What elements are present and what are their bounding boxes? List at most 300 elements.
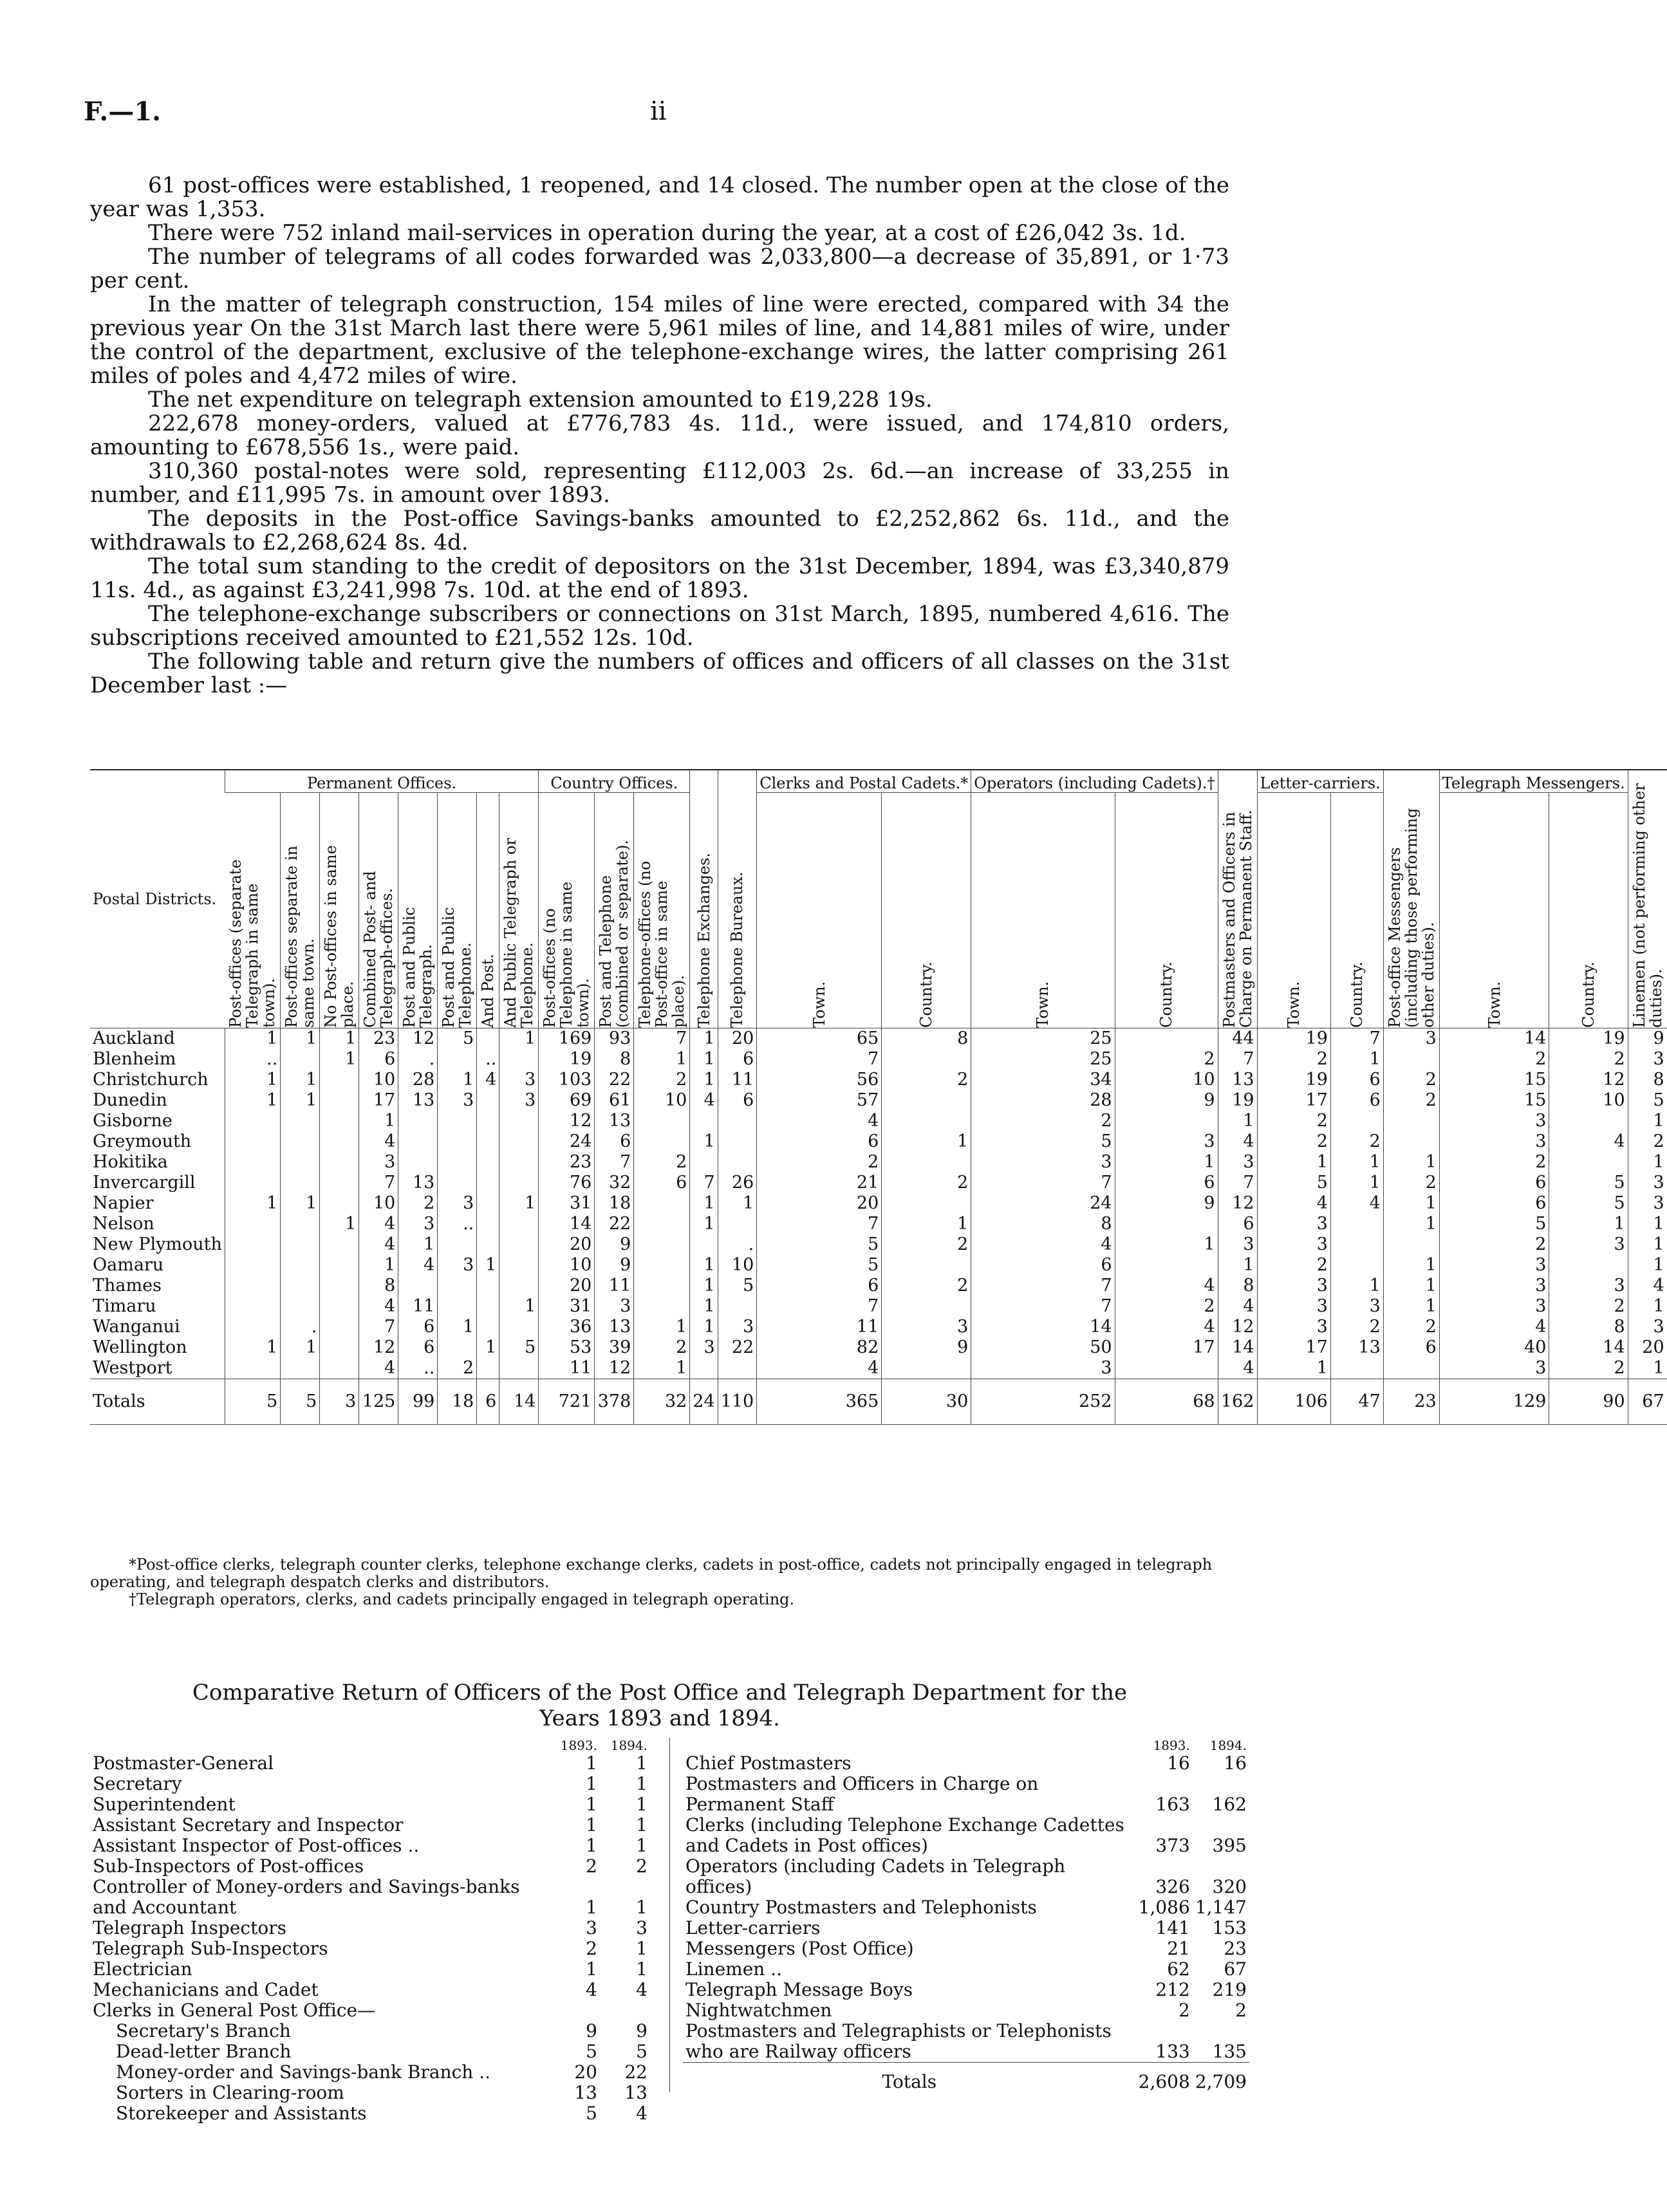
officer-label: Sorters in Clearing-room <box>116 2082 344 2103</box>
table-cell: . <box>398 1049 438 1070</box>
table-cell: 90 <box>1549 1379 1628 1425</box>
table-cell <box>718 1152 757 1173</box>
table-cell: 19 <box>1257 1070 1330 1090</box>
table-cell <box>634 1131 690 1152</box>
col-header <box>595 793 634 1028</box>
table-cell: 1 <box>1383 1193 1439 1214</box>
officer-label: Secretary <box>93 1773 182 1794</box>
col-header <box>359 793 398 1028</box>
district-name: Dunedin <box>93 1090 167 1110</box>
table-cell: 103 <box>539 1070 595 1090</box>
col-header <box>718 770 757 1028</box>
table-cell: 17 <box>1257 1090 1330 1111</box>
paragraph: The following table and return give the numbers of offices and officers of all classes on the 31st December last :— <box>90 649 1229 698</box>
table-cell: 13 <box>595 1111 634 1131</box>
table-cell: 9 <box>1115 1193 1218 1214</box>
table-cell <box>438 1296 477 1317</box>
table-cell: 6 <box>971 1255 1115 1276</box>
table-cell: 32 <box>634 1379 690 1425</box>
value-1893: 13 <box>574 2082 597 2103</box>
table-cell <box>634 1193 690 1214</box>
table-cell: 9 <box>1628 1028 1667 1050</box>
table-cell: 2 <box>1383 1070 1439 1090</box>
table-cell: 15 <box>1439 1090 1549 1111</box>
table-cell: 1 <box>1218 1111 1257 1131</box>
table-cell: 7 <box>1218 1049 1257 1070</box>
col-label: Country. <box>1348 962 1366 1028</box>
table-cell: 1 <box>1628 1214 1667 1234</box>
table-cell <box>499 1276 539 1296</box>
table-cell: 31 <box>539 1296 595 1317</box>
table-cell: 24 <box>690 1379 718 1425</box>
officer-label: Linemen .. <box>685 1958 783 1980</box>
list-item <box>90 1918 650 1938</box>
table-cell <box>320 1255 359 1276</box>
table-cell <box>225 1317 281 1337</box>
table-cell: 1 <box>1628 1255 1667 1276</box>
list-item <box>90 1877 650 1918</box>
table-cell: 2 <box>1439 1049 1549 1070</box>
col-header <box>320 793 359 1028</box>
table-cell <box>1549 1152 1628 1173</box>
officer-label: Postmaster-General <box>93 1752 274 1774</box>
list-item <box>683 1938 1249 1959</box>
table-cell: 6 <box>1218 1214 1257 1234</box>
col-header <box>1257 793 1330 1028</box>
table-cell: 3 <box>1439 1255 1549 1276</box>
table-cell <box>477 1131 499 1152</box>
table-cell: 1 <box>1549 1214 1628 1234</box>
list-item <box>683 1856 1249 1897</box>
table-cell <box>281 1276 320 1296</box>
value-1893: 1 <box>586 1958 597 1980</box>
table-cell: 65 <box>757 1028 882 1050</box>
table-cell: 19 <box>1218 1090 1257 1111</box>
table-cell <box>882 1111 971 1131</box>
table-cell: 129 <box>1439 1379 1549 1425</box>
table-cell <box>634 1214 690 1234</box>
table-cell: 7 <box>359 1317 398 1337</box>
value-1893: 1 <box>586 1773 597 1794</box>
value-1894: 4 <box>636 2103 647 2124</box>
table-row <box>90 1296 1667 1317</box>
table-cell: 1 <box>1628 1234 1667 1255</box>
list-item <box>683 1980 1249 2000</box>
table-cell: 1 <box>1383 1276 1439 1296</box>
table-cell: 3 <box>1439 1131 1549 1152</box>
table-cell: 10 <box>539 1255 595 1276</box>
table-cell: 2 <box>1257 1049 1330 1070</box>
table-cell <box>225 1152 281 1173</box>
comparative-right-column <box>669 1738 1249 2092</box>
table-cell <box>1549 1255 1628 1276</box>
table-cell: 3 <box>438 1255 477 1276</box>
table-cell: 5 <box>499 1337 539 1358</box>
table-cell: 13 <box>398 1090 438 1111</box>
table-row <box>90 1337 1667 1358</box>
table-cell <box>718 1358 757 1379</box>
table-cell <box>499 1358 539 1379</box>
table-cell: 8 <box>1628 1070 1667 1090</box>
table-cell: 67 <box>1628 1379 1667 1425</box>
table-cell: 2 <box>882 1234 971 1255</box>
table-cell: 12 <box>398 1028 438 1050</box>
table-cell <box>225 1131 281 1152</box>
table-cell: 1 <box>634 1317 690 1337</box>
table-cell: 3 <box>1383 1028 1439 1050</box>
list-item <box>90 1856 650 1877</box>
table-cell: 1 <box>1383 1255 1439 1276</box>
table-cell: 1 <box>690 1317 718 1337</box>
table-cell: 82 <box>757 1337 882 1358</box>
col-header <box>1383 770 1439 1028</box>
table-cell: 4 <box>690 1090 718 1111</box>
table-cell: 2 <box>971 1111 1115 1131</box>
table-cell: 12 <box>1549 1070 1628 1090</box>
value-1894: 67 <box>1224 1958 1247 1980</box>
table-cell <box>477 1193 499 1214</box>
value-1893: 3 <box>586 1917 597 1938</box>
value-1894: 22 <box>624 2061 647 2083</box>
table-cell <box>320 1111 359 1131</box>
table-row <box>90 1214 1667 1234</box>
table-cell: 6 <box>477 1379 499 1425</box>
table-cell <box>320 1152 359 1173</box>
table-cell: 1 <box>1257 1358 1330 1379</box>
table-cell <box>1549 1111 1628 1131</box>
col-label: Country. <box>1579 962 1598 1028</box>
table-cell: 7 <box>1218 1173 1257 1193</box>
table-cell: 1 <box>477 1337 499 1358</box>
value-1894: 13 <box>624 2082 647 2103</box>
comparative-left-column <box>90 1738 650 2124</box>
table-cell: 3 <box>499 1090 539 1111</box>
district-name: Wanganui <box>93 1317 180 1337</box>
table-cell: 56 <box>757 1070 882 1090</box>
table-cell: 4 <box>1115 1276 1218 1296</box>
table-cell: 1 <box>690 1049 718 1070</box>
table-cell: 1 <box>1330 1049 1383 1070</box>
value-1893: 20 <box>574 2061 597 2083</box>
table-cell <box>718 1214 757 1234</box>
table-cell: 1 <box>1383 1214 1439 1234</box>
table-row <box>90 1049 1667 1070</box>
table-cell: 252 <box>971 1379 1115 1425</box>
table-cell <box>1330 1111 1383 1131</box>
table-cell: 31 <box>539 1193 595 1214</box>
list-item <box>90 2041 650 2062</box>
table-cell: 2 <box>1115 1049 1218 1070</box>
list-item <box>683 1918 1249 1938</box>
table-cell <box>477 1296 499 1317</box>
value-1894: 5 <box>636 2041 647 2062</box>
officer-label: Mechanicians and Cadet <box>93 1979 319 2000</box>
district-name: Hokitika <box>93 1152 168 1172</box>
paragraph: The net expenditure on telegraph extension amounted to £19,228 19s. <box>148 387 933 413</box>
list-item <box>683 2000 1249 2021</box>
district-name: Wellington <box>93 1337 187 1357</box>
table-cell: 12 <box>1218 1317 1257 1337</box>
table-cell: 1 <box>1330 1152 1383 1173</box>
value-1894: 9 <box>636 2020 647 2041</box>
table-cell: 6 <box>1439 1193 1549 1214</box>
table-cell: 1 <box>225 1090 281 1111</box>
table-cell: 1 <box>499 1296 539 1317</box>
table-cell: 1 <box>1330 1173 1383 1193</box>
table-cell: 7 <box>757 1049 882 1070</box>
col-header <box>690 770 718 1028</box>
table-cell: 1 <box>225 1070 281 1090</box>
list-item <box>90 1938 650 1959</box>
table-cell: 3 <box>320 1379 359 1425</box>
value-1893: 2 <box>586 1938 597 1959</box>
col-header <box>757 793 882 1028</box>
table-cell: 1 <box>1115 1152 1218 1173</box>
table-cell <box>718 1131 757 1152</box>
table-cell: 17 <box>1115 1337 1218 1358</box>
table-cell: 7 <box>359 1173 398 1193</box>
list-item <box>90 1959 650 1980</box>
paragraph: 222,678 money-orders, valued at £776,783 4s. 11d., were issued, and 174,810 orders, amounting to £678,556 1s., were paid. <box>90 411 1229 460</box>
table-cell: 4 <box>971 1234 1115 1255</box>
table-cell: 5 <box>281 1379 320 1425</box>
group-letter-carriers: Letter-carriers. <box>1257 770 1383 793</box>
table-cell: 61 <box>595 1090 634 1111</box>
table-cell: 14 <box>499 1379 539 1425</box>
col-label: Post-offices (separate Telegraph in same town). <box>227 859 279 1028</box>
table-cell <box>477 1358 499 1379</box>
district-name: Westport <box>93 1358 172 1378</box>
table-cell: 1 <box>1628 1358 1667 1379</box>
totals-label: Totals <box>683 2063 1136 2093</box>
officer-label: Operators (including Cadets in Telegraph offices) <box>685 1855 1066 1897</box>
table-cell: 5 <box>1549 1193 1628 1214</box>
table-footnotes <box>90 1556 1268 1608</box>
table-cell: 4 <box>359 1214 398 1234</box>
table-cell: 7 <box>690 1173 718 1193</box>
table-cell: 10 <box>359 1070 398 1090</box>
table-cell: 1 <box>499 1193 539 1214</box>
table-cell: 19 <box>539 1049 595 1070</box>
col-label: Post-offices separate in same town. <box>283 845 318 1028</box>
table-cell <box>320 1358 359 1379</box>
table-cell: 22 <box>595 1214 634 1234</box>
table-cell <box>499 1152 539 1173</box>
table-row <box>90 1255 1667 1276</box>
list-item <box>90 1815 650 1836</box>
table-cell <box>634 1234 690 1255</box>
table-cell: 1 <box>225 1193 281 1214</box>
table-cell: 4 <box>1628 1276 1667 1296</box>
table-cell: 6 <box>634 1173 690 1193</box>
table-cell <box>499 1111 539 1131</box>
page-number: ii <box>650 97 667 126</box>
value-1894: 219 <box>1212 1979 1247 2000</box>
table-cell <box>1383 1358 1439 1379</box>
table-cell: 4 <box>1439 1317 1549 1337</box>
col-header <box>539 793 595 1028</box>
total-1893: 2,608 <box>1136 2063 1193 2093</box>
value-1893: 4 <box>586 1979 597 2000</box>
table-cell: 4 <box>477 1070 499 1090</box>
year-1893: 1893. <box>560 1738 597 1753</box>
table-cell: 3 <box>438 1090 477 1111</box>
table-cell <box>499 1255 539 1276</box>
table-cell: 6 <box>757 1131 882 1152</box>
table-cell <box>281 1131 320 1152</box>
table-cell: 13 <box>1330 1337 1383 1358</box>
table-cell: .. <box>477 1049 499 1070</box>
value-1893: 1 <box>586 1897 597 1918</box>
table-cell: 2 <box>1549 1049 1628 1070</box>
table-cell: 3 <box>499 1070 539 1090</box>
footnote: *Post-office clerks, telegraph counter clerks, telephone exchange clerks, cadets in post-office, cadets not principally engaged in telegraph operating, and telegraph despatch clerks and distributors. <box>90 1556 1213 1591</box>
district-name: Blenheim <box>93 1049 176 1069</box>
table-cell: 3 <box>1439 1276 1549 1296</box>
col-label: Post-offices (no Telephone in same town). <box>541 881 593 1028</box>
officer-label: Telegraph Sub-Inspectors <box>93 1938 328 1959</box>
table-cell: 15 <box>1439 1070 1549 1090</box>
table-cell <box>281 1234 320 1255</box>
table-cell: 20 <box>539 1276 595 1296</box>
table-cell: .. <box>438 1214 477 1234</box>
table-cell <box>438 1276 477 1296</box>
value-1893: 1 <box>586 1752 597 1774</box>
table-cell: 17 <box>1257 1337 1330 1358</box>
table-cell <box>690 1358 718 1379</box>
table-cell <box>499 1173 539 1193</box>
table-cell: 10 <box>634 1090 690 1111</box>
table-cell: 1 <box>225 1028 281 1050</box>
table-cell: 2 <box>1628 1131 1667 1152</box>
district-name: Christchurch <box>93 1070 209 1090</box>
table-cell: 2 <box>882 1070 971 1090</box>
col-label: And Public Telegraph or Telephone. <box>501 838 537 1028</box>
table-cell: 10 <box>1115 1070 1218 1090</box>
table-cell: 20 <box>757 1193 882 1214</box>
table-cell: 13 <box>398 1173 438 1193</box>
officer-label: Country Postmasters and Telephonists <box>685 1897 1037 1918</box>
table-cell <box>281 1296 320 1317</box>
col-label: Town. <box>1034 981 1052 1028</box>
table-cell: 4 <box>1257 1193 1330 1214</box>
value-1893: 1 <box>586 1794 597 1815</box>
table-cell: 1 <box>281 1337 320 1358</box>
table-cell: 3 <box>595 1296 634 1317</box>
table-row <box>90 1173 1667 1193</box>
table-cell: 36 <box>539 1317 595 1337</box>
table-cell: 13 <box>595 1317 634 1337</box>
table-cell: 4 <box>359 1358 398 1379</box>
value-1894: 1,147 <box>1195 1897 1247 1918</box>
table-cell: 4 <box>1218 1131 1257 1152</box>
table-cell: 19 <box>1549 1028 1628 1050</box>
officer-label: Secretary's Branch <box>116 2020 291 2041</box>
officer-label: Superintendent <box>93 1794 236 1815</box>
table-cell <box>634 1296 690 1317</box>
table-cell: 3 <box>1257 1214 1330 1234</box>
col-label: Town. <box>1285 981 1303 1028</box>
table-cell: 3 <box>1218 1234 1257 1255</box>
spacer <box>683 1738 1136 1753</box>
table-cell: 365 <box>757 1379 882 1425</box>
table-cell <box>477 1090 499 1111</box>
table-row <box>90 1234 1667 1255</box>
table-cell: 20 <box>718 1028 757 1050</box>
table-cell: 8 <box>1218 1276 1257 1296</box>
value-1894: 3 <box>636 1917 647 1938</box>
table-cell <box>281 1358 320 1379</box>
table-cell <box>634 1111 690 1131</box>
table-cell: 169 <box>539 1028 595 1050</box>
col-label: Post and Public Telephone. <box>440 907 475 1028</box>
col-label: Post-office Messengers (including those performing other duties). <box>1385 808 1437 1028</box>
value-1893: 1 <box>586 1835 597 1856</box>
table-cell: . <box>718 1234 757 1255</box>
table-cell: 5 <box>1549 1173 1628 1193</box>
table-cell: 3 <box>1439 1296 1549 1317</box>
table-cell <box>477 1152 499 1173</box>
table-cell <box>1115 1358 1218 1379</box>
table-cell: 6 <box>1439 1173 1549 1193</box>
table-row <box>90 1111 1667 1131</box>
col-label: Country. <box>1157 962 1176 1028</box>
value-1893: 5 <box>586 2103 597 2124</box>
table-cell <box>477 1317 499 1337</box>
value-1893: 5 <box>586 2041 597 2062</box>
table-cell: 1 <box>320 1028 359 1050</box>
district-name: Totals <box>90 1379 225 1425</box>
table-cell: 3 <box>1628 1049 1667 1070</box>
table-cell: 24 <box>539 1131 595 1152</box>
table-cell: 2 <box>1549 1296 1628 1317</box>
list-item <box>90 2083 650 2103</box>
table-row <box>90 1358 1667 1379</box>
table-cell: 5 <box>1628 1090 1667 1111</box>
table-cell: 1 <box>690 1214 718 1234</box>
table-cell: 1 <box>359 1255 398 1276</box>
value-1893: 163 <box>1155 1794 1190 1815</box>
col-label: Telephone Bureaux. <box>728 871 747 1028</box>
table-cell: 93 <box>595 1028 634 1050</box>
table-cell: 2 <box>1439 1152 1549 1173</box>
col-header <box>499 793 539 1028</box>
table-cell <box>398 1111 438 1131</box>
table-cell: . <box>281 1317 320 1337</box>
col-label: And Post. <box>479 954 498 1028</box>
table-cell: 2 <box>1383 1173 1439 1193</box>
table-cell: 1 <box>359 1111 398 1131</box>
table-cell: 11 <box>539 1358 595 1379</box>
table-cell: 1 <box>690 1296 718 1317</box>
table-cell: 2 <box>398 1193 438 1214</box>
table-cell: 110 <box>718 1379 757 1425</box>
table-cell: 7 <box>757 1214 882 1234</box>
table-cell <box>477 1214 499 1234</box>
district-name: Nelson <box>93 1214 154 1234</box>
table-cell: 14 <box>539 1214 595 1234</box>
table-cell: 9 <box>595 1255 634 1276</box>
table-cell: 1 <box>281 1090 320 1111</box>
table-cell: 4 <box>359 1131 398 1152</box>
value-1893: 1,086 <box>1138 1897 1190 1918</box>
table-cell: 6 <box>398 1337 438 1358</box>
table-cell <box>225 1255 281 1276</box>
table-cell <box>320 1070 359 1090</box>
table-cell: 3 <box>359 1152 398 1173</box>
col-label: Combined Post- and Telegraph-offices. <box>361 871 396 1028</box>
table-cell <box>690 1152 718 1173</box>
